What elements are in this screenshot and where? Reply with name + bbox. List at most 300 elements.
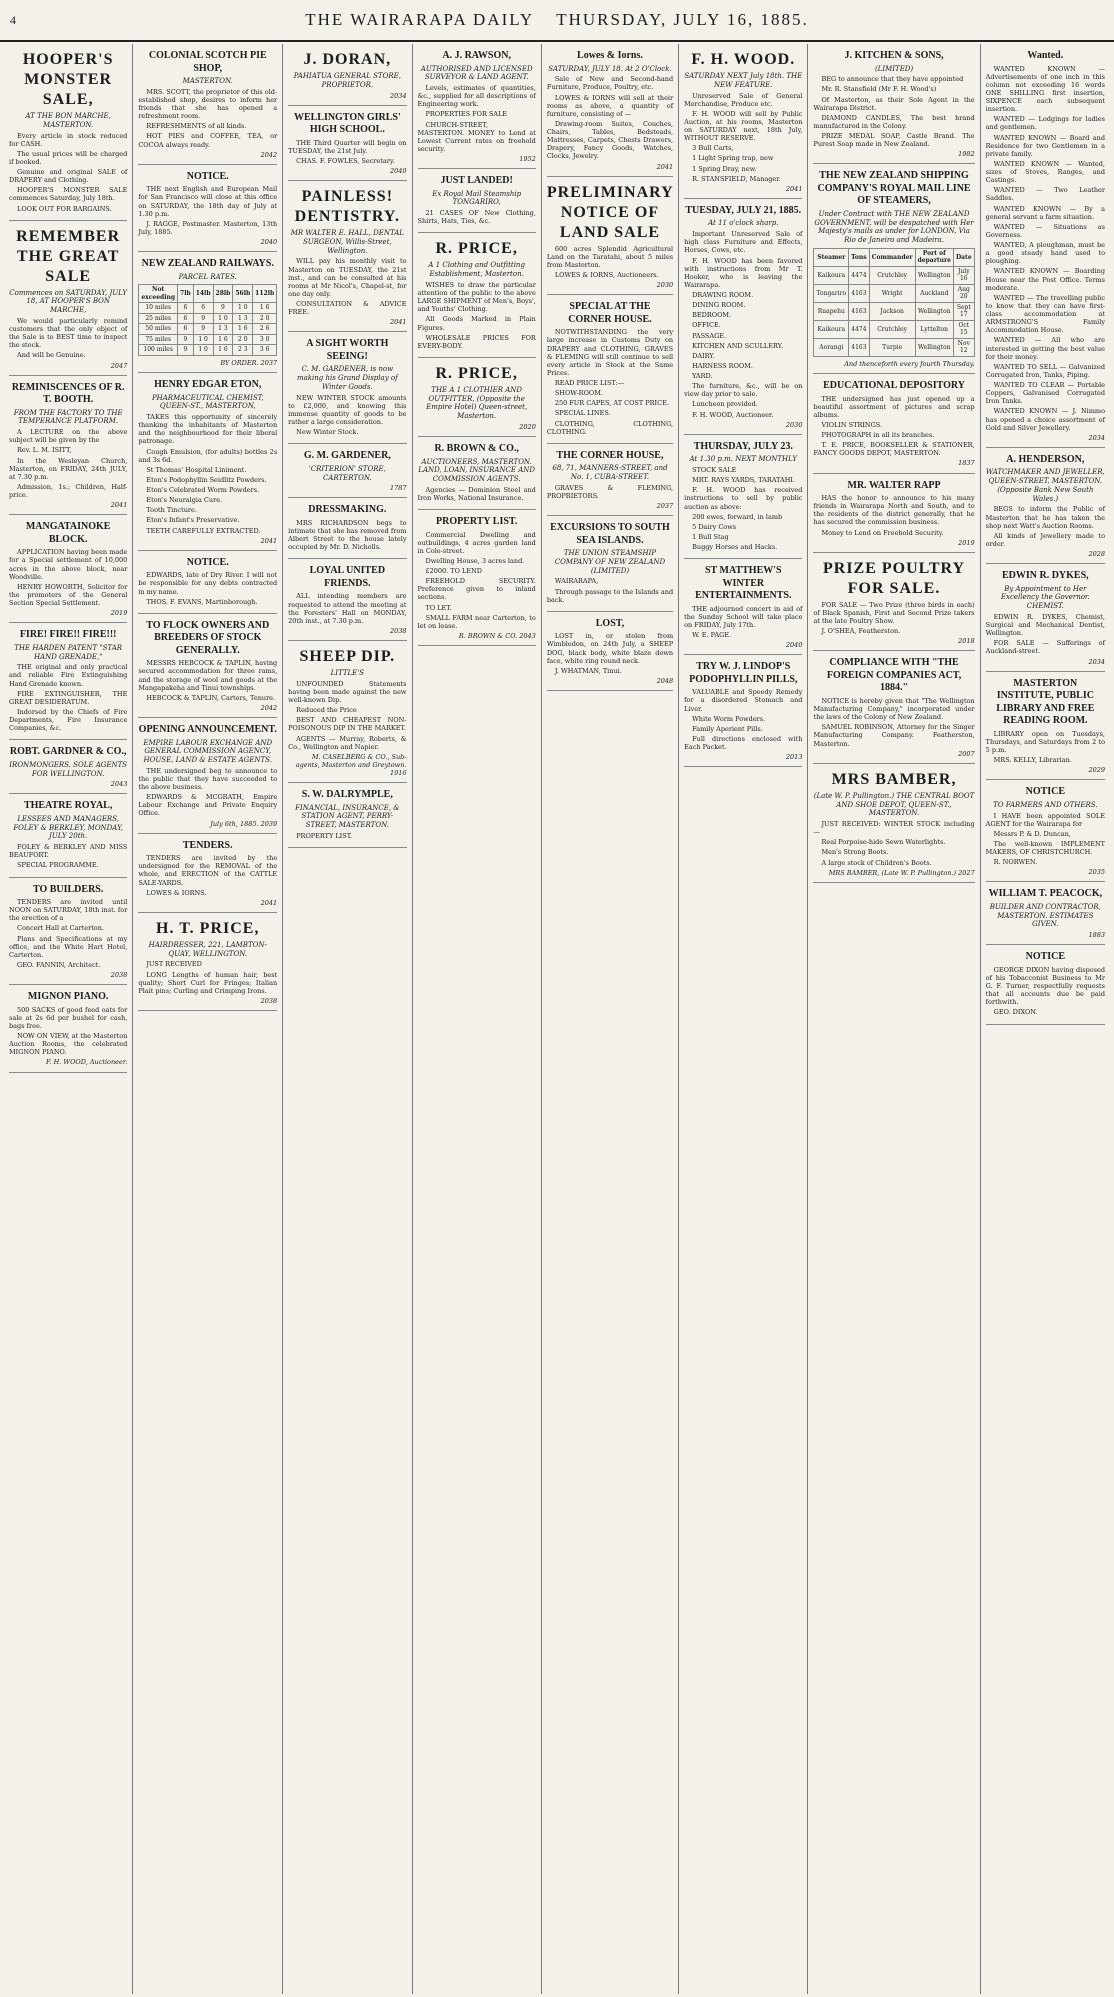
table-cell: 6: [178, 324, 194, 335]
advertisement: [288, 785, 406, 848]
advertisement: [9, 46, 127, 221]
ad-line: MESSRS HEBCOCK & TAPLIN, having secured accommodation for three rams, and the storage of wool and goods at the Mangapakeha and Tinui townships.: [138, 659, 278, 692]
advertisement: [986, 782, 1105, 882]
ad-line: SPECIAL LINES.: [554, 409, 611, 418]
masthead: [0, 0, 1114, 42]
advertisement: [138, 915, 277, 1011]
ad-body: [9, 898, 127, 969]
ad-signature: 2030: [656, 281, 674, 290]
ad-line: WANTED TO CLEAR — Portable Coppers, Galvanised Corrugated Iron Tanks.: [985, 381, 1105, 406]
ad-line: WANTED KNOWN — Boarding House near the Post Office. Terms moderate.: [985, 267, 1105, 292]
ad-line: Every article in stock reduced for CASH.: [9, 131, 128, 148]
ad-line: Mr. R. Stansfield (Mr F. H. Wood's): [821, 85, 937, 94]
advertisement: [986, 884, 1105, 945]
ad-line: OFFICE.: [692, 321, 721, 330]
ad-line: TAKES this opportunity of sincerely thanking the inhabitants of Masterton and the neighbourhood for their liberal patronage.: [138, 413, 278, 446]
ad-line: Through passage to the Islands and back.: [546, 587, 674, 604]
ad-heading: PROPERTY LIST.: [436, 516, 518, 527]
ad-subheading: TO FARMERS AND OTHERS.: [993, 800, 1098, 809]
ad-signature: M. CASELBERG & CO., Sub-agents, Masterton and Greytown. 1916: [295, 752, 407, 777]
advertisement: [9, 378, 127, 516]
ad-line: FOLEY & BERKLEY AND MISS BEAUFORT.: [9, 843, 128, 860]
ad-line: FOR SALE — Sufferings of Auckland-street.: [985, 639, 1105, 656]
ad-line: VIOLIN STRINGS.: [821, 420, 883, 429]
ad-line: DRAWING ROOM.: [692, 291, 754, 299]
ad-line: KITCHEN AND SCULLERY.: [692, 341, 784, 350]
table-cell: 50 miles: [139, 324, 178, 335]
table-cell: Wright: [869, 284, 915, 302]
ad-line: TO LET.: [425, 603, 452, 612]
ad-line: Commercial Dwelling and outbuildings, 4 acres garden land in Cole-street.: [417, 530, 536, 555]
ad-signature: 2041: [260, 536, 278, 545]
ad-line: GEORGE DIXON having disposed of his Tobacconist Business to Mr G. F. Turner, respectfully requests that all accounts due be paid forthwith.: [985, 965, 1105, 1007]
ad-body: [684, 230, 802, 419]
table-cell: 3 6: [253, 345, 277, 356]
ad-line: Indorsed by the Chiefs of Fire Departments, Fire Insurance Companies, &c.: [9, 707, 128, 733]
advertisement: [9, 742, 127, 794]
ad-body: [9, 843, 127, 869]
column-2: [133, 44, 283, 1994]
ad-line: HEBCOCK & TAPLIN, Carters, Tenure.: [146, 693, 276, 702]
ad-heading: TO BUILDERS.: [32, 883, 104, 895]
ad-heading: R. BROWN & CO.,: [434, 443, 519, 454]
table-header-cell: 7lb: [178, 285, 194, 303]
ad-line: PRIZE MEDAL SOAP, Castle Brand. The Purest Soap made in New Zealand.: [813, 132, 975, 149]
ad-line: WANTED KNOWN — J. Nimmo has opened a choice assortment of Gold and Silver Jewellery.: [985, 407, 1105, 432]
table-cell: Wellington: [915, 266, 953, 284]
ad-line: WANTED, A ploughman, must be a good steady hand used to ploughing.: [985, 241, 1105, 266]
advertisement: [288, 500, 406, 559]
ad-subheading: AUTHORISED AND LICENSED SURVEYOR & LAND AGENT.: [420, 64, 533, 82]
ad-subheading: 68, 71, MANNERS-STREET, and No. 1, CUBA-STREET.: [552, 464, 668, 481]
ad-line: LOOK OUT FOR BARGAINS.: [17, 204, 112, 213]
ad-subheading: FINANCIAL, INSURANCE, & STATION AGENT, PERRY-STREET, MASTERTON.: [295, 803, 400, 830]
ad-heading: MR. WALTER RAPP: [847, 479, 941, 491]
ad-subheading: PARCEL RATES.: [178, 272, 237, 281]
ad-body: [547, 484, 673, 500]
ad-line: BEGS to inform the Public of Masterton that he has taken the shop next Watt's Auction Rooms.: [985, 505, 1105, 530]
ad-line: EDWARDS, late of Dry River. I will not be responsible for any debts contracted in my name.: [138, 571, 278, 596]
ad-heading: NEW ZEALAND RAILWAYS.: [141, 258, 274, 270]
ad-line: HARNESS ROOM.: [692, 361, 753, 370]
ad-line: LOWES & IORNS.: [146, 888, 207, 897]
table-row: [139, 303, 277, 314]
ad-signature: 1837: [958, 459, 975, 468]
ad-line: F. H. WOOD will sell by Public Auction, at his rooms, Masterton on SATURDAY next, 18th July, WITHOUT RESERVE.: [684, 109, 803, 143]
table-row: [139, 334, 277, 345]
ad-subheading: At 11 o'clock sharp.: [708, 219, 779, 228]
ad-line: FIRE EXTINGUISHER, THE GREAT DESIDERATUM.: [9, 689, 128, 706]
table-row: [814, 284, 974, 302]
ad-signature: 2028: [1088, 550, 1105, 558]
ad-subheading: By Appointment to Her Excellency the Governor. CHEMIST.: [1000, 584, 1090, 611]
advertisement: [547, 614, 673, 691]
ad-signature: F. H. WOOD, Auctioneer.: [45, 1058, 128, 1067]
ad-line: THE Third Quarter will begin on TUESDAY, the 21st July.: [288, 138, 407, 155]
table-cell: 1 6: [253, 303, 277, 314]
ad-body: [138, 185, 277, 236]
table-cell: Kaikoura: [814, 266, 849, 284]
ad-heading: H. T. PRICE,: [156, 919, 260, 937]
ad-heading: THE NEW ZEALAND SHIPPING COMPANY'S ROYAL MAIL LINE OF STEAMERS,: [817, 170, 971, 207]
ad-line: GEO. DIXON.: [993, 1008, 1038, 1017]
ad-line: MRS RICHARDSON begs to intimate that she has removed from Albert Street to the house lately occupied by Mr. D. Nicholls.: [288, 518, 407, 552]
ad-heading: TRY W. J. LINDOP'S PODOPHYLLIN PILLS,: [689, 661, 798, 685]
table-cell: 3 0: [253, 334, 277, 345]
data-table: [138, 284, 277, 356]
table-cell: 1 6: [233, 324, 253, 335]
ad-line: R. NORWEN.: [993, 858, 1038, 867]
ad-line: WANTED KNOWN — Board and Residence for two Gentlemen in a private family.: [985, 133, 1105, 158]
ad-line: Levels, estimates of quantities, &c., supplied for all descriptions of Engineering work.: [417, 84, 536, 109]
ad-signature: 1952: [519, 155, 536, 163]
ad-body: [288, 680, 406, 751]
ad-line: Money to Lend on Freehold Security.: [821, 528, 944, 537]
ad-line: PROPERTIES FOR SALE: [425, 110, 508, 119]
advertisement: [418, 512, 536, 646]
table-cell: 100 miles: [139, 345, 178, 356]
table-cell: 9: [213, 303, 233, 314]
table-cell: 4163: [849, 302, 870, 320]
advertisement: [547, 297, 673, 444]
advertisement: [9, 987, 127, 1072]
ad-heading: MASTERTON INSTITUTE, PUBLIC LIBRARY AND FREE READING ROOM.: [996, 677, 1095, 727]
table-cell: 2 0: [253, 313, 277, 324]
ad-body: [418, 531, 536, 630]
ad-heading: MIGNON PIANO.: [27, 991, 109, 1003]
ad-line: 500 SACKS of good feed oats for sale at 2s 6d per bushel for cash, bags free.: [9, 1005, 128, 1030]
advertisement: [813, 555, 974, 652]
ad-line: WANTED — Situations as Governess.: [985, 222, 1105, 239]
table-header-row: [139, 285, 277, 303]
ad-signature: 2020: [519, 422, 536, 431]
ad-signature: 2018: [958, 637, 975, 646]
ad-line: WANTED KNOWN — By a general servant a farm situation.: [985, 204, 1105, 221]
ad-signature: 2048: [656, 676, 674, 685]
ad-line: YARD.: [692, 372, 713, 380]
ad-line: WILL pay his monthly visit to Masterton on TUESDAY, the 21st inst., and can be consulted at his rooms at Mr Nicol's, Chapel-st, for one day only.: [288, 257, 407, 298]
advertisement: [9, 223, 127, 376]
ad-body: [9, 428, 127, 499]
ad-heading: F. H. WOOD.: [691, 51, 796, 68]
ad-line: Agencies — Dominion Steel and Iron Works, National Insurance.: [417, 485, 536, 502]
ad-line: THE original and only practical and reliable Fire Extinguishing Hand Grenade known.: [9, 663, 128, 688]
ad-subheading: HAIRDRESSER, 221, LAMBTON-QUAY, WELLINGTON.: [148, 940, 267, 958]
ad-line: The usual prices will be charged if booked.: [9, 149, 128, 166]
ad-line: Full directions enclosed with Each Packet.: [684, 734, 803, 751]
ad-subheading: FROM THE FACTORY TO THE TEMPERANCE PLATFORM.: [13, 408, 123, 426]
ad-line: LOWES & IORNS will sell at their rooms as above, a quantity of furniture, consisting of —: [546, 93, 674, 118]
ad-signature: 2040: [260, 238, 278, 246]
ad-heading: A. HENDERSON,: [1006, 453, 1085, 465]
ad-line: REFRESHMENTS of all kinds.: [146, 122, 247, 131]
table-cell: Tongariro: [814, 284, 849, 302]
ad-line: NEW WINTER STOCK amounts to £2,000, and knowing this immense quantity of goods to be rather a large consideration.: [288, 393, 407, 426]
ad-subheading: A 1 Clothing and Outfitting Establishment, Masterton.: [428, 261, 525, 279]
advertisement: [288, 643, 406, 783]
ad-line: LOWES & IORNS, Auctioneers.: [554, 271, 659, 279]
column-3: [283, 44, 412, 1994]
ad-body: [813, 697, 974, 748]
ad-line: Genuine and original SALE of DRAPERY and Clothing.: [9, 168, 128, 185]
ad-signature: MRS BAMBER, (Late W. P. Pullington.) 2027: [828, 868, 975, 877]
ad-signature: 2037: [656, 502, 674, 510]
advertisement: [547, 46, 673, 177]
column-5: [542, 44, 679, 1994]
ad-body: [986, 966, 1105, 1017]
ad-heading: G. M. GARDENER,: [303, 450, 391, 462]
ad-line: Sale of New and Second-hand Furniture, Produce, Poultry, etc.: [546, 75, 674, 92]
ad-line: J. RAGGE, Postmaster. Masterton, 13th July, 1885.: [138, 219, 278, 236]
ad-line: WANTED — The travelling public to know that they can have first-class accommodation at ARMSTRONG'S Family Accommodation House.: [985, 293, 1105, 335]
ad-signature: 2035: [1088, 868, 1105, 877]
ad-line: NOTICE is hereby given that "The Wellington Manufacturing Company," incorporated under the laws of the Colony of New Zealand.: [813, 696, 975, 722]
table-cell: 2 0: [233, 334, 253, 345]
ad-line: DIAMOND CANDLES, The best brand manufactured in the Colony.: [813, 113, 975, 130]
ad-heading: DRESSMAKING.: [308, 504, 387, 516]
ad-line: All Goods Marked in Plain Figures.: [417, 315, 536, 332]
advertisement: [418, 171, 536, 233]
table-cell: Turpie: [869, 338, 915, 356]
ad-heading: NOTICE: [1025, 786, 1066, 798]
ad-line: THE undersigned beg to announce to the public that they have succeeded to the above business.: [138, 766, 278, 791]
ad-body: [986, 65, 1105, 432]
ad-heading: JUST LANDED!: [440, 175, 513, 187]
ad-line: And will be Genuine.: [17, 351, 86, 360]
ad-line: MRS. SCOTT, the proprietor of this old-established shop, desires to inform her friends that she has opened a refreshment room.: [138, 87, 278, 121]
ad-line: Messrs P. & D. Duncan,: [993, 829, 1071, 838]
table-cell: 9: [178, 334, 194, 345]
table-cell: 2 6: [253, 324, 277, 335]
ad-signature: 2034: [389, 91, 407, 100]
table-cell: 4474: [849, 320, 870, 338]
advertisement: [418, 439, 536, 510]
table-cell: 1 0: [193, 345, 213, 356]
ad-heading: ST MATTHEW'S WINTER ENTERTAINMENTS.: [695, 565, 792, 602]
ad-heading: EDUCATIONAL DEPOSITORY: [823, 380, 965, 391]
table-cell: Sept 17: [953, 302, 974, 320]
advertisement: [813, 476, 974, 553]
ad-heading: OPENING ANNOUNCEMENT.: [138, 724, 277, 735]
ad-body: [9, 132, 127, 213]
ad-line: NOTWITHSTANDING the very large increase in Customs Duty on DRAPERY and CLOTHING, GRAVES & FLEMING will still continue to sell every article in Stock at the Same Prices.: [546, 328, 674, 377]
table-cell: Kaikoura: [814, 320, 849, 338]
ad-body: [418, 486, 536, 502]
table-header-cell: Not exceeding: [139, 285, 178, 303]
advertisement: [986, 566, 1105, 672]
ad-heading: R. PRICE,: [435, 364, 518, 382]
ad-line: PROPERTY LIST.: [296, 831, 353, 840]
ad-line: TEETH CAREFULLY EXTRACTED.: [146, 526, 261, 535]
ad-line: THE undersigned has just opened up a beautiful assortment of pictures and scrap albums.: [813, 394, 975, 419]
ad-signature: 2034: [1088, 657, 1105, 666]
ad-subheading: MASTERTON.: [182, 77, 233, 85]
table-cell: 9: [193, 313, 213, 324]
column-7: [808, 44, 980, 1994]
ad-heading: MANGATAINOKE BLOCK.: [25, 521, 111, 545]
ad-line: HOT PIES and COFFEE, TEA, or COCOA always ready.: [138, 132, 278, 149]
ad-line: GEO. FANNIN, Architect.: [17, 960, 101, 969]
ad-line: CHURCH-STREET, MASTERTON. MONEY to Lend at Lowest Current rates on freehold security.: [417, 120, 536, 153]
ad-subheading: THE UNION STEAMSHIP COMPANY OF NEW ZEALAND (LIMITED): [554, 549, 666, 575]
ad-line: READ PRICE LIST:—: [554, 379, 625, 387]
table-cell: Crutchley: [869, 266, 915, 284]
ad-signature: BY ORDER. 2037: [220, 358, 278, 367]
advertisement: [418, 46, 536, 169]
ad-heading: J. KITCHEN & SONS,: [844, 50, 944, 61]
ad-signature: 2041: [656, 162, 674, 171]
advertisement: [813, 166, 974, 374]
ad-body: [288, 139, 406, 165]
ad-line: 1 Light Spring trap, new: [692, 154, 774, 163]
table-cell: 4474: [849, 266, 870, 284]
ad-body: [986, 505, 1105, 548]
ad-line: PASSAGE.: [692, 331, 727, 340]
advertisement: [9, 796, 127, 877]
ad-line: The well-known IMPLEMENT MAKERS, OF CHRISTCHURCH.: [985, 839, 1105, 856]
advertisement: [684, 201, 802, 435]
ad-line: Dwelling House, 3 acres land.: [425, 556, 525, 565]
advertisement: [684, 437, 802, 559]
advertisement: [547, 179, 673, 296]
ad-line: Luncheon provided.: [692, 400, 758, 409]
ad-line: Plans and Specifications at my office, and the White Hart Hotel, Carterton.: [9, 934, 128, 959]
ad-body: [418, 84, 536, 153]
table-cell: Crutchley: [869, 320, 915, 338]
advertisement: [684, 561, 802, 655]
ad-signature: 2041: [110, 501, 128, 510]
ad-signature: 2007: [958, 749, 975, 758]
ad-line: The furniture, &c., will be on view day prior to sale.: [684, 382, 803, 399]
ad-line: BEDROOM.: [692, 311, 732, 320]
ad-body: [813, 494, 974, 537]
ad-body: [813, 75, 974, 148]
ad-line: CLOTHING, CLOTHING, CLOTHING.: [546, 419, 674, 436]
table-cell: 6: [178, 303, 194, 314]
table-row: [814, 266, 974, 284]
advertisement: [9, 625, 127, 740]
ad-body: [986, 812, 1105, 867]
table-header-row: [814, 248, 974, 266]
ad-heading: Lowes & Iorns.: [577, 50, 643, 61]
advertisement: [418, 360, 536, 437]
ad-line: AGENTS — Murray, Roberts, & Co., Wellington and Napier.: [288, 734, 407, 751]
ad-line: TENDERS are invited by the undersigned for the REMOVAL of the whole, and ERECTION of the CATTLE SALE-YARDS.: [138, 854, 278, 887]
ad-line: Concert Hall at Carterton.: [17, 924, 104, 933]
advertisement: [288, 334, 406, 444]
advertisement: [986, 46, 1105, 448]
ad-line: Rev. L. M. ISITT,: [17, 446, 72, 455]
table-row: [814, 338, 974, 356]
table-cell: 1 3: [213, 324, 233, 335]
newspaper-title: THE WAIRARAPA DAILY: [305, 10, 535, 29]
ad-line: F. H. WOOD has received instructions to sell by public auction as above:: [684, 486, 803, 511]
ad-body: [813, 395, 974, 458]
ad-line: APPLICATION having been made for a Special settlement of 10,000 acres in the above block, near Woodville.: [9, 548, 128, 581]
table-cell: July 16: [953, 266, 974, 284]
ad-line: SAMUEL ROBINSON, Attorney for the Singer Manufacturing Company. Featherston, Masterton.: [813, 723, 975, 748]
ad-line: WHOLESALE PRICES FOR EVERY-BODY.: [417, 333, 536, 350]
ad-line: WANTED — Lodgings for ladies and gentlemen.: [985, 115, 1105, 132]
ad-line: 5 Dairy Cows: [692, 522, 737, 531]
ad-line: New Winter Stock.: [296, 428, 359, 437]
ad-signature: 2029: [1088, 766, 1105, 775]
ad-line: WANTED — Two Leather Saddles.: [985, 186, 1105, 203]
ad-line: SHOW-ROOM.: [554, 389, 603, 398]
advertisement: [138, 616, 277, 718]
ad-line: VALUABLE and Speedy Remedy for a disordered Stomach and Liver.: [684, 688, 803, 713]
ad-line: J. WHATMAN, Tinui.: [554, 666, 622, 675]
ad-body: [288, 832, 406, 840]
ad-line: GRAVES & FLEMING, PROPRIETORS.: [546, 483, 674, 500]
ad-subheading: At 1.30 p.m. NEXT MONTHLY: [689, 455, 797, 464]
ad-line: SPECIAL PROGRAMME.: [17, 861, 99, 870]
ad-line: Important Unreserved Sale of high class Furniture and Effects, Horses, Cows, etc.: [684, 230, 803, 255]
ad-body: [9, 663, 127, 732]
ad-line: PHOTOGRAPH in all its branches.: [821, 431, 935, 439]
ad-line: 250 FUR CAPES, AT COST PRICE.: [554, 399, 669, 408]
advertisement: [986, 674, 1105, 781]
ad-line: UNFOUNDED Statements having been made against the new well-known Dip.: [288, 679, 407, 704]
ad-body: [9, 1006, 127, 1057]
table-cell: Jackson: [869, 302, 915, 320]
ad-line: 21 CASES OF New Clothing, Shirts, Hats, Ties, &c.: [417, 209, 536, 226]
ad-line: Real Porpoise-hide Sewn Waterlights.: [821, 838, 946, 847]
ad-heading: TO FLOCK OWNERS AND BREEDERS OF STOCK GENERALLY.: [146, 619, 270, 656]
ad-line: THE next English and European Mail for San Francisco will close at this office on SATURDAY, the 18th day of July at 1.30 p.m.: [138, 185, 278, 218]
ad-signature: 2047: [110, 361, 128, 370]
ad-line: A large stock of Children's Boots.: [821, 858, 932, 867]
ad-line: WAIRARAPA,: [554, 577, 599, 586]
advertisement: [813, 376, 974, 474]
ad-line: CONSULTATION & ADVICE FREE.: [288, 300, 407, 317]
ad-line: Unreserved Sale of General Merchandise, Produce etc.: [684, 91, 803, 108]
ad-line: 600 acres Splendid Agricultural Land on the Taratahi, about 5 miles from Masterton.: [546, 244, 674, 269]
advertisement: [986, 450, 1105, 564]
advertisement: [138, 46, 277, 165]
table-cell: 2 3: [233, 345, 253, 356]
advertisement: [138, 836, 277, 913]
ad-line: WANTED KNOWN — Advertisements of one inch in this column not exceeding 16 words ONE SHILLING first insertion, SIXPENCE each subsequent insertion.: [985, 64, 1105, 114]
ad-body: [547, 245, 673, 280]
table-cell: 1 6: [213, 334, 233, 345]
advertisement: [138, 167, 277, 252]
ad-heading: A SIGHT WORTH SEEING!: [306, 338, 389, 362]
ad-line: BEST AND CHEAPEST NON-POISONOUS DIP IN THE MARKET.: [288, 716, 407, 733]
issue-date: THURSDAY, JULY 16, 1885.: [556, 10, 809, 29]
ad-heading: THE CORNER HOUSE,: [556, 449, 664, 461]
ad-heading: J. DORAN,: [303, 51, 392, 68]
ad-body: [138, 88, 277, 149]
ad-line: W. E. PAGE.: [692, 631, 732, 639]
ad-heading: NOTICE.: [186, 170, 229, 182]
advertisement: [418, 235, 536, 358]
ad-body: [547, 632, 673, 675]
ad-line: Of Masterton, as their Sole Agent in the Wairarapa District.: [813, 95, 975, 112]
table-cell: Ruapehu: [814, 302, 849, 320]
ad-body: [547, 75, 673, 160]
ad-body: [138, 960, 277, 995]
ad-heading: R. PRICE,: [435, 240, 518, 258]
column-4: [413, 44, 542, 1994]
ad-subheading: SATURDAY NEXT July 18th. THE NEW FEATURE.: [684, 72, 803, 89]
advertisement: [684, 46, 802, 199]
ad-line: Drawing-room Suites, Couches, Chairs, Tables, Bedsteads, Mattresses, Carpets, Chests Drawers, Drapery, Fancy Goods, Watches, Clocks, Jewelry.: [546, 119, 674, 161]
ad-body: [986, 730, 1105, 765]
ad-body: [547, 577, 673, 603]
ad-subheading: C. M. GARDENER, is now making his Grand Display of Winter Goods.: [296, 365, 398, 391]
ad-heading: SHEEP DIP.: [299, 648, 396, 665]
